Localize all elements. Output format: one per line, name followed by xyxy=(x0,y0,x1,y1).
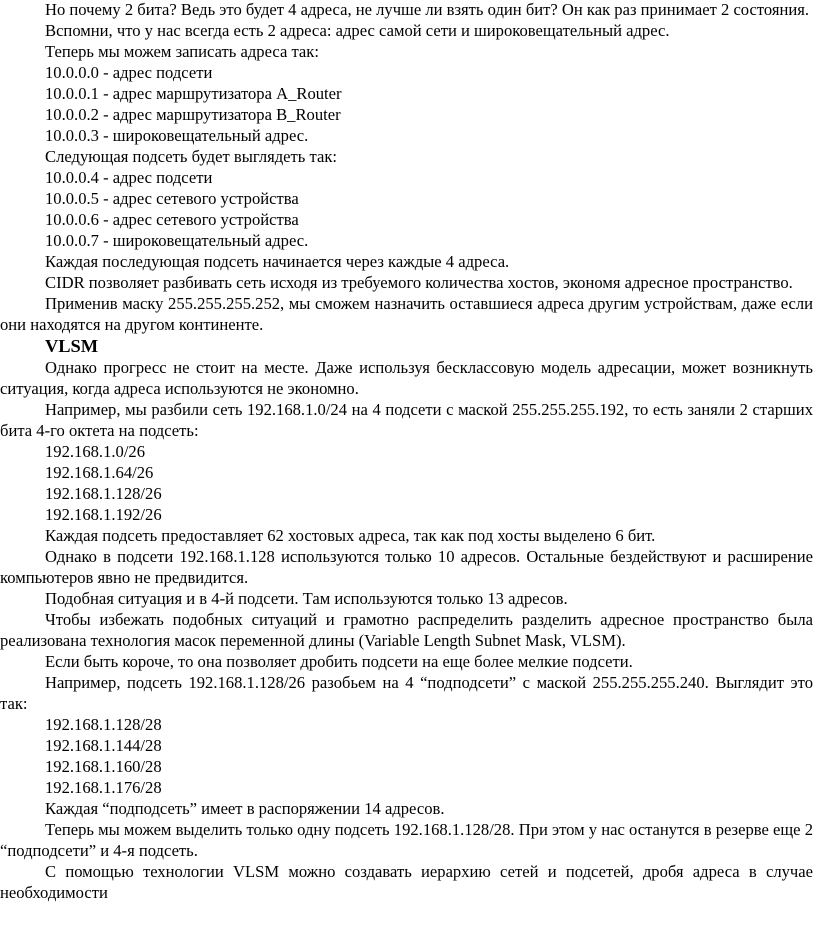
paragraph-hierarchy: С помощью технологии VLSM можно создавать иерархию сетей и подсетей, дробя адреса в случае необходимости xyxy=(0,862,813,902)
paragraph-write-addresses: Теперь мы можем записать адреса так: xyxy=(45,42,319,61)
paragraph-cidr: CIDR позволяет разбивать сеть исходя из требуемого количества хостов, экономя адресное пространство. xyxy=(45,273,793,292)
paragraph-why-two-bits: Но почему 2 бита? Ведь это будет 4 адреса, не лучше ли взять один бит? Он как раз принимает 2 состояния. xyxy=(45,0,810,19)
paragraph-62-hosts: Каждая подсеть предоставляет 62 хостовых адреса, так как под хосты выделено 6 бит. xyxy=(45,526,656,545)
paragraph-progress: Однако прогресс не стоит на месте. Даже используя бесклассовую модель адресации, может возникнуть ситуация, когда адреса используются не экономно. xyxy=(0,358,813,398)
paragraph-two-addresses: Вспомни, что у нас всегда есть 2 адреса: адрес самой сети и широковещательный адрес. xyxy=(45,21,670,40)
list-item-subsubnet: 192.168.1.160/28 xyxy=(45,757,162,776)
paragraph-mask-252: Применив маску 255.255.255.252, мы сможем назначить оставшиеся адреса другим устройствам, даже если они находятся на другом континенте. xyxy=(0,294,813,334)
list-item-address: 10.0.0.6 - адрес сетевого устройства xyxy=(45,210,299,229)
list-item-subnet: 192.168.1.0/26 xyxy=(45,442,146,461)
section-heading-vlsm: VLSM xyxy=(45,336,99,356)
paragraph-only-10: Однако в подсети 192.168.1.128 используются только 10 адресов. Остальные бездействуют и расширение компьютеров явно не предвидится. xyxy=(0,547,813,587)
list-item-address: 10.0.0.3 - широковещательный адрес. xyxy=(45,126,309,145)
list-item-address: 10.0.0.2 - адрес маршрутизатора B_Router xyxy=(45,105,341,124)
list-item-subsubnet: 192.168.1.128/28 xyxy=(45,715,162,734)
list-item-address: 10.0.0.7 - широковещательный адрес. xyxy=(45,231,309,250)
list-item-subnet: 192.168.1.192/26 xyxy=(45,505,162,524)
paragraph-reserve: Теперь мы можем выделить только одну подсеть 192.168.1.128/28. При этом у нас останутся в резерве еще 2 “подподсети” и 4-я подсеть. xyxy=(0,820,813,860)
list-item-subsubnet: 192.168.1.176/28 xyxy=(45,778,162,797)
paragraph-next-subnet: Следующая подсеть будет выглядеть так: xyxy=(45,147,337,166)
paragraph-fourth-subnet: Подобная ситуация и в 4-й подсети. Там используются только 13 адресов. xyxy=(45,589,568,608)
paragraph-14-addresses: Каждая “подподсеть” имеет в распоряжении 14 адресов. xyxy=(45,799,445,818)
list-item-subnet: 192.168.1.128/26 xyxy=(45,484,162,503)
list-item-address: 10.0.0.5 - адрес сетевого устройства xyxy=(45,189,299,208)
paragraph-every-four: Каждая последующая подсеть начинается через каждые 4 адреса. xyxy=(45,252,510,271)
paragraph-example-26: Например, подсеть 192.168.1.128/26 разобьем на 4 “подподсети” с маской 255.255.255.240. Выглядит это так: xyxy=(0,673,813,713)
paragraph-example-split: Например, мы разбили сеть 192.168.1.0/24 на 4 подсети с маской 255.255.255.192, то есть заняли 2 старших бита 4-го октета на подсеть: xyxy=(0,400,813,440)
list-item-address: 10.0.0.0 - адрес подсети xyxy=(45,63,213,82)
list-item-subsubnet: 192.168.1.144/28 xyxy=(45,736,162,755)
list-item-address: 10.0.0.1 - адрес маршрутизатора A_Router xyxy=(45,84,342,103)
paragraph-shorter: Если быть короче, то она позволяет дробить подсети на еще более мелкие подсети. xyxy=(45,652,633,671)
list-item-address: 10.0.0.4 - адрес подсети xyxy=(45,168,213,187)
paragraph-vlsm-intro: Чтобы избежать подобных ситуаций и грамотно распределить разделить адресное пространство была реализована технология масок переменной длины (Variable Length Subnet Mask, VLSM). xyxy=(0,610,813,650)
list-item-subnet: 192.168.1.64/26 xyxy=(45,463,154,482)
